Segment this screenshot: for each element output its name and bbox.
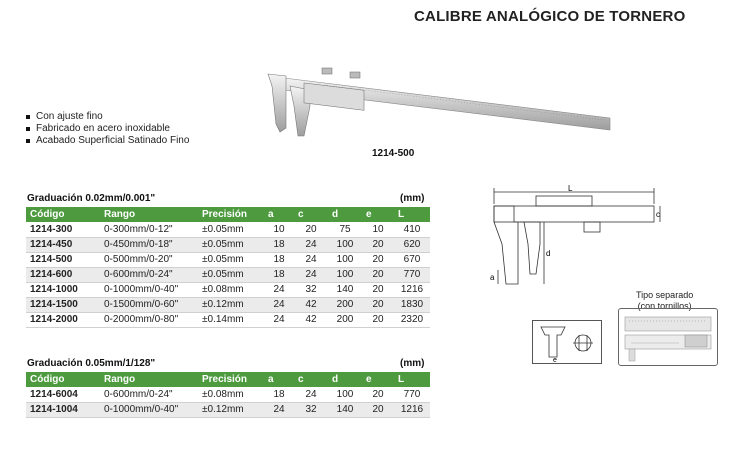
table-cell: ±0.12mm (198, 402, 264, 417)
table-cell: 770 (394, 267, 430, 282)
code-cell: 1214-600 (26, 267, 100, 282)
table-cell: 24 (294, 237, 328, 252)
table-cell: 18 (264, 252, 294, 267)
dim-c: c (656, 210, 660, 219)
table-cell: 10 (264, 222, 294, 237)
table-row (26, 222, 430, 237)
table-cell: 42 (294, 312, 328, 327)
spec-table-2 (26, 372, 430, 418)
table-cell: 24 (294, 387, 328, 402)
table-cell: 20 (362, 252, 394, 267)
table-cell: ±0.08mm (198, 387, 264, 402)
col-header: L (394, 207, 430, 222)
table-cell: 1830 (394, 297, 430, 312)
table-cell: 24 (264, 297, 294, 312)
spec-table-1 (26, 207, 430, 328)
col-header: a (264, 372, 294, 387)
table-cell: 20 (362, 297, 394, 312)
table-cell: 20 (362, 267, 394, 282)
table-cell: 10 (362, 222, 394, 237)
table-cell: 24 (294, 252, 328, 267)
code-cell: 1214-300 (26, 222, 100, 237)
table-row (26, 282, 430, 297)
table-row (26, 252, 430, 267)
table2-unit: (mm) (400, 358, 425, 369)
table-cell: 140 (328, 282, 362, 297)
col-header: Rango (100, 207, 198, 222)
table-cell: 32 (294, 402, 328, 417)
table2-heading: Graduación 0.05mm/1/128" (27, 358, 156, 369)
col-header: c (294, 207, 328, 222)
table-cell: ±0.05mm (198, 252, 264, 267)
table-cell: 2320 (394, 312, 430, 327)
table-cell: 0-450mm/0-18" (100, 237, 198, 252)
table-cell: 140 (328, 402, 362, 417)
table-cell: ±0.05mm (198, 222, 264, 237)
table-cell: 1216 (394, 282, 430, 297)
table1-unit: (mm) (400, 193, 425, 204)
col-header: c (294, 372, 328, 387)
code-cell: 1214-2000 (26, 312, 100, 327)
col-header: e (362, 372, 394, 387)
col-header: Código (26, 372, 100, 387)
table-cell: 1216 (394, 402, 430, 417)
jaw-detail-diagram (532, 320, 602, 364)
caliper-image (264, 66, 614, 146)
separated-caliper-image (618, 308, 718, 366)
dim-a: a (490, 273, 495, 282)
table-row (26, 312, 430, 327)
table-cell: 20 (362, 237, 394, 252)
table-cell: 0-600mm/0-24" (100, 387, 198, 402)
table-cell: 20 (362, 312, 394, 327)
table-cell: 0-600mm/0-24" (100, 267, 198, 282)
table-cell: 20 (294, 222, 328, 237)
code-cell: 1214-1500 (26, 297, 100, 312)
table-cell: 0-500mm/0-20" (100, 252, 198, 267)
table-cell: 0-1000mm/0-40" (100, 282, 198, 297)
table-cell: 670 (394, 252, 430, 267)
table-cell: 770 (394, 387, 430, 402)
dim-e: e (553, 357, 557, 363)
table-cell: 100 (328, 237, 362, 252)
col-header: L (394, 372, 430, 387)
tipo-line: Tipo separado (636, 290, 694, 300)
table-row (26, 297, 430, 312)
page-title: CALIBRE ANALÓGICO DE TORNERO (414, 8, 686, 25)
feature-item: Con ajuste fino (26, 111, 189, 123)
col-header: d (328, 207, 362, 222)
table-cell: 20 (362, 402, 394, 417)
table-cell: 24 (294, 267, 328, 282)
table-cell: 0-1000mm/0-40" (100, 402, 198, 417)
table-cell: ±0.05mm (198, 267, 264, 282)
table-cell: 100 (328, 387, 362, 402)
table-cell: 20 (362, 282, 394, 297)
col-header: Precisión (198, 207, 264, 222)
table-cell: 100 (328, 252, 362, 267)
col-header: d (328, 372, 362, 387)
table-cell: 18 (264, 387, 294, 402)
feature-item: Fabricado en acero inoxidable (26, 123, 189, 135)
col-header: Código (26, 207, 100, 222)
table1-heading: Graduación 0.02mm/0.001" (27, 193, 156, 204)
table-cell: 200 (328, 297, 362, 312)
table-cell: ±0.05mm (198, 237, 264, 252)
dim-d: d (546, 249, 551, 258)
table-cell: 24 (264, 312, 294, 327)
feature-item: Acabado Superficial Satinado Fino (26, 135, 189, 147)
code-cell: 1214-1004 (26, 402, 100, 417)
dimension-diagram (484, 184, 664, 294)
code-cell: 1214-1000 (26, 282, 100, 297)
table-row (26, 387, 430, 402)
table-row (26, 237, 430, 252)
col-header: a (264, 207, 294, 222)
col-header: Rango (100, 372, 198, 387)
table-cell: 32 (294, 282, 328, 297)
table-cell: 18 (264, 267, 294, 282)
table-cell: 42 (294, 297, 328, 312)
table-cell: 0-2000mm/0-80" (100, 312, 198, 327)
table-cell: ±0.14mm (198, 312, 264, 327)
code-cell: 1214-450 (26, 237, 100, 252)
table-row (26, 402, 430, 417)
table-cell: 18 (264, 237, 294, 252)
table-cell: 24 (264, 282, 294, 297)
table-header-row (26, 207, 430, 222)
table-cell: 0-1500mm/0-60" (100, 297, 198, 312)
table-cell: 75 (328, 222, 362, 237)
table-cell: 0-300mm/0-12" (100, 222, 198, 237)
table-cell: 20 (362, 387, 394, 402)
dim-L: L (568, 184, 573, 193)
table-cell: 410 (394, 222, 430, 237)
col-header: e (362, 207, 394, 222)
table-cell: ±0.12mm (198, 297, 264, 312)
code-cell: 1214-6004 (26, 387, 100, 402)
model-label: 1214-500 (372, 148, 415, 159)
feature-list (26, 111, 189, 147)
table-row (26, 267, 430, 282)
table-cell: 24 (264, 402, 294, 417)
code-cell: 1214-500 (26, 252, 100, 267)
table-cell: 620 (394, 237, 430, 252)
table-header-row (26, 372, 430, 387)
tipo-line: (con tornillos) (637, 301, 692, 311)
table-cell: 200 (328, 312, 362, 327)
table-cell: 100 (328, 267, 362, 282)
table-cell: ±0.08mm (198, 282, 264, 297)
col-header: Precisión (198, 372, 264, 387)
